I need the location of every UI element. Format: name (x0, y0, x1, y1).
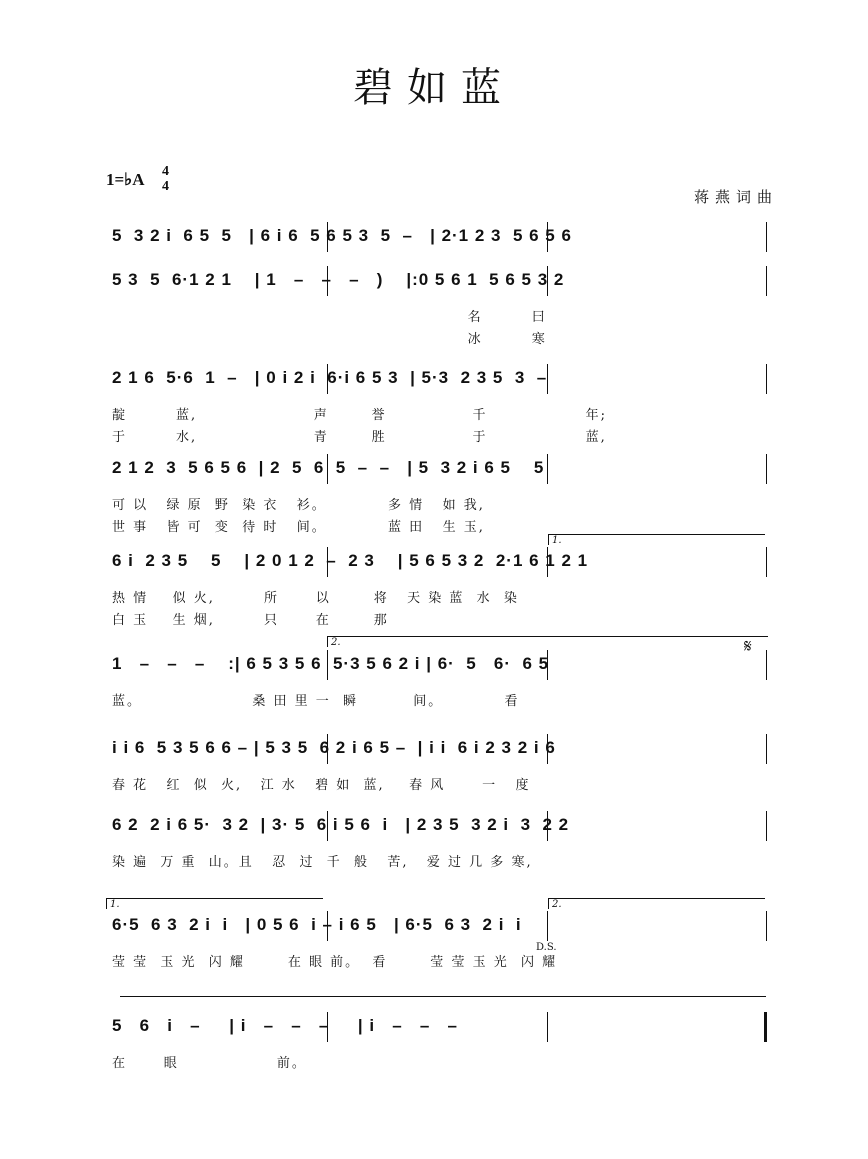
bar-line (547, 811, 548, 841)
lyric-line-1: 春 花 红 似 火, 江 水 碧 如 蓝, 春 风 一 度 (112, 778, 531, 793)
bar-line (547, 650, 548, 680)
bar-line (547, 222, 548, 252)
volta-bracket (106, 898, 323, 909)
notation-line: 5 3 5 6·1 2 1 | 1 – – – ) |:0 5 6 1 5 6 5 3 2 (112, 270, 565, 289)
dal-segno: D.S. (536, 942, 557, 953)
notation-line: 6 2 2 i 6 5· 3 2 | 3· 5 6 i 5 6 i | 2 3 5 3 2 i 3 2 2 (112, 815, 570, 834)
bar-line (766, 650, 767, 680)
system-rule (120, 996, 766, 997)
bar-line (766, 734, 767, 764)
final-barline (764, 1012, 767, 1042)
volta-number: 2. (331, 637, 341, 648)
lyric-line-2: 世 事 皆 可 变 待 时 间。 蓝 田 生 玉, (112, 520, 485, 535)
notation-line: 5 6 i – | i – – – | i – – – (112, 1016, 458, 1035)
volta-number: 1. (552, 535, 562, 546)
bar-line (327, 734, 328, 764)
bar-line (327, 1012, 328, 1042)
notation-line: i i 6 5 3 5 6 6 – | 5 3 5 6 2 i 6 5 – | i i 6 i 2 3 2 i 6 (112, 738, 556, 757)
bar-line (547, 266, 548, 296)
bar-line (547, 454, 548, 484)
volta-bracket (548, 534, 765, 545)
notation-line: 2 1 6 5·6 1 – | 0 i 2 i 6·i 6 5 3 | 5·3 2 3 5 3 – (112, 368, 548, 387)
bar-line (766, 222, 767, 252)
key-signature: 1=♭A (106, 170, 145, 189)
lyric-line-1: 热 情 似 火, 所 以 将 天 染 蓝 水 染 (112, 591, 519, 606)
lyric-line-1: 名 曰 (112, 310, 547, 325)
author-credit: 蒋燕词曲 (693, 188, 778, 206)
notation-line: 6·5 6 3 2 i i | 0 5 6 i – i 6 5 | 6·5 6 3 2 i i (112, 915, 522, 934)
bar-line (327, 650, 328, 680)
bar-line (766, 811, 767, 841)
song-title: 碧如蓝 (353, 65, 515, 111)
notation-line: 1 – – – :| 6 5 3 5 6 5·3 5 6 2 i | 6· 5 6· 6 5 (112, 654, 550, 673)
lyric-line-1: 蓝。 桑 田 里 一 瞬 间。 看 (112, 694, 520, 709)
volta-number: 1. (110, 899, 120, 910)
bar-line (327, 454, 328, 484)
bar-line (327, 266, 328, 296)
bar-line (327, 811, 328, 841)
bar-line (766, 911, 767, 941)
lyric-line-1: 靛 蓝, 声 誉 千 年; (112, 408, 607, 423)
meter-top: 4 (162, 164, 169, 179)
bar-line (547, 734, 548, 764)
lyric-line-1: 可 以 绿 原 野 染 衣 衫。 多 情 如 我, (112, 498, 485, 513)
notation-line: 5 3 2 i 6 5 5 | 6 i 6 5 6 5 3 5 – | 2·1 2 3 5 6 5 6 (112, 226, 572, 245)
time-signature (162, 164, 169, 194)
bar-line (547, 911, 548, 941)
bar-line (327, 364, 328, 394)
bar-line (766, 364, 767, 394)
bar-line (327, 547, 328, 577)
lyric-line-2: 冰 寒 (112, 332, 547, 347)
bar-line (547, 547, 548, 577)
bar-line (766, 266, 767, 296)
lyric-line-1: 染 遍 万 重 山。且 忍 过 千 般 苦, 爱 过 几 多 寒, (112, 855, 533, 870)
meter-bottom: 4 (162, 179, 169, 194)
lyric-line-2: 于 水, 青 胜 于 蓝, (112, 430, 607, 445)
lyric-line-1: 在 眼 前。 (112, 1056, 307, 1071)
volta-number: 2. (552, 899, 562, 910)
bar-line (547, 364, 548, 394)
notation-line: 6 i 2 3 5 5 | 2 0 1 2 – 2 3 | 5 6 5 3 2 2·1 6 1 2 1 (112, 551, 589, 570)
lyric-line-1: 莹 莹 玉 光 闪 耀 在 眼 前。 看 莹 莹 玉 光 闪 耀 (112, 955, 558, 970)
volta-bracket (548, 898, 765, 909)
bar-line (327, 222, 328, 252)
segno-icon: 𝄋 (744, 636, 752, 657)
notation-line: 2 1 2 3 5 6 5 6 | 2 5 6 5 – – | 5 3 2 i 6 5 5 (112, 458, 545, 477)
lyric-line-2: 白 玉 生 烟, 只 在 那 (112, 613, 389, 628)
bar-line (547, 1012, 548, 1042)
bar-line (766, 547, 767, 577)
bar-line (766, 454, 767, 484)
volta-bracket (327, 636, 768, 647)
bar-line (327, 911, 328, 941)
